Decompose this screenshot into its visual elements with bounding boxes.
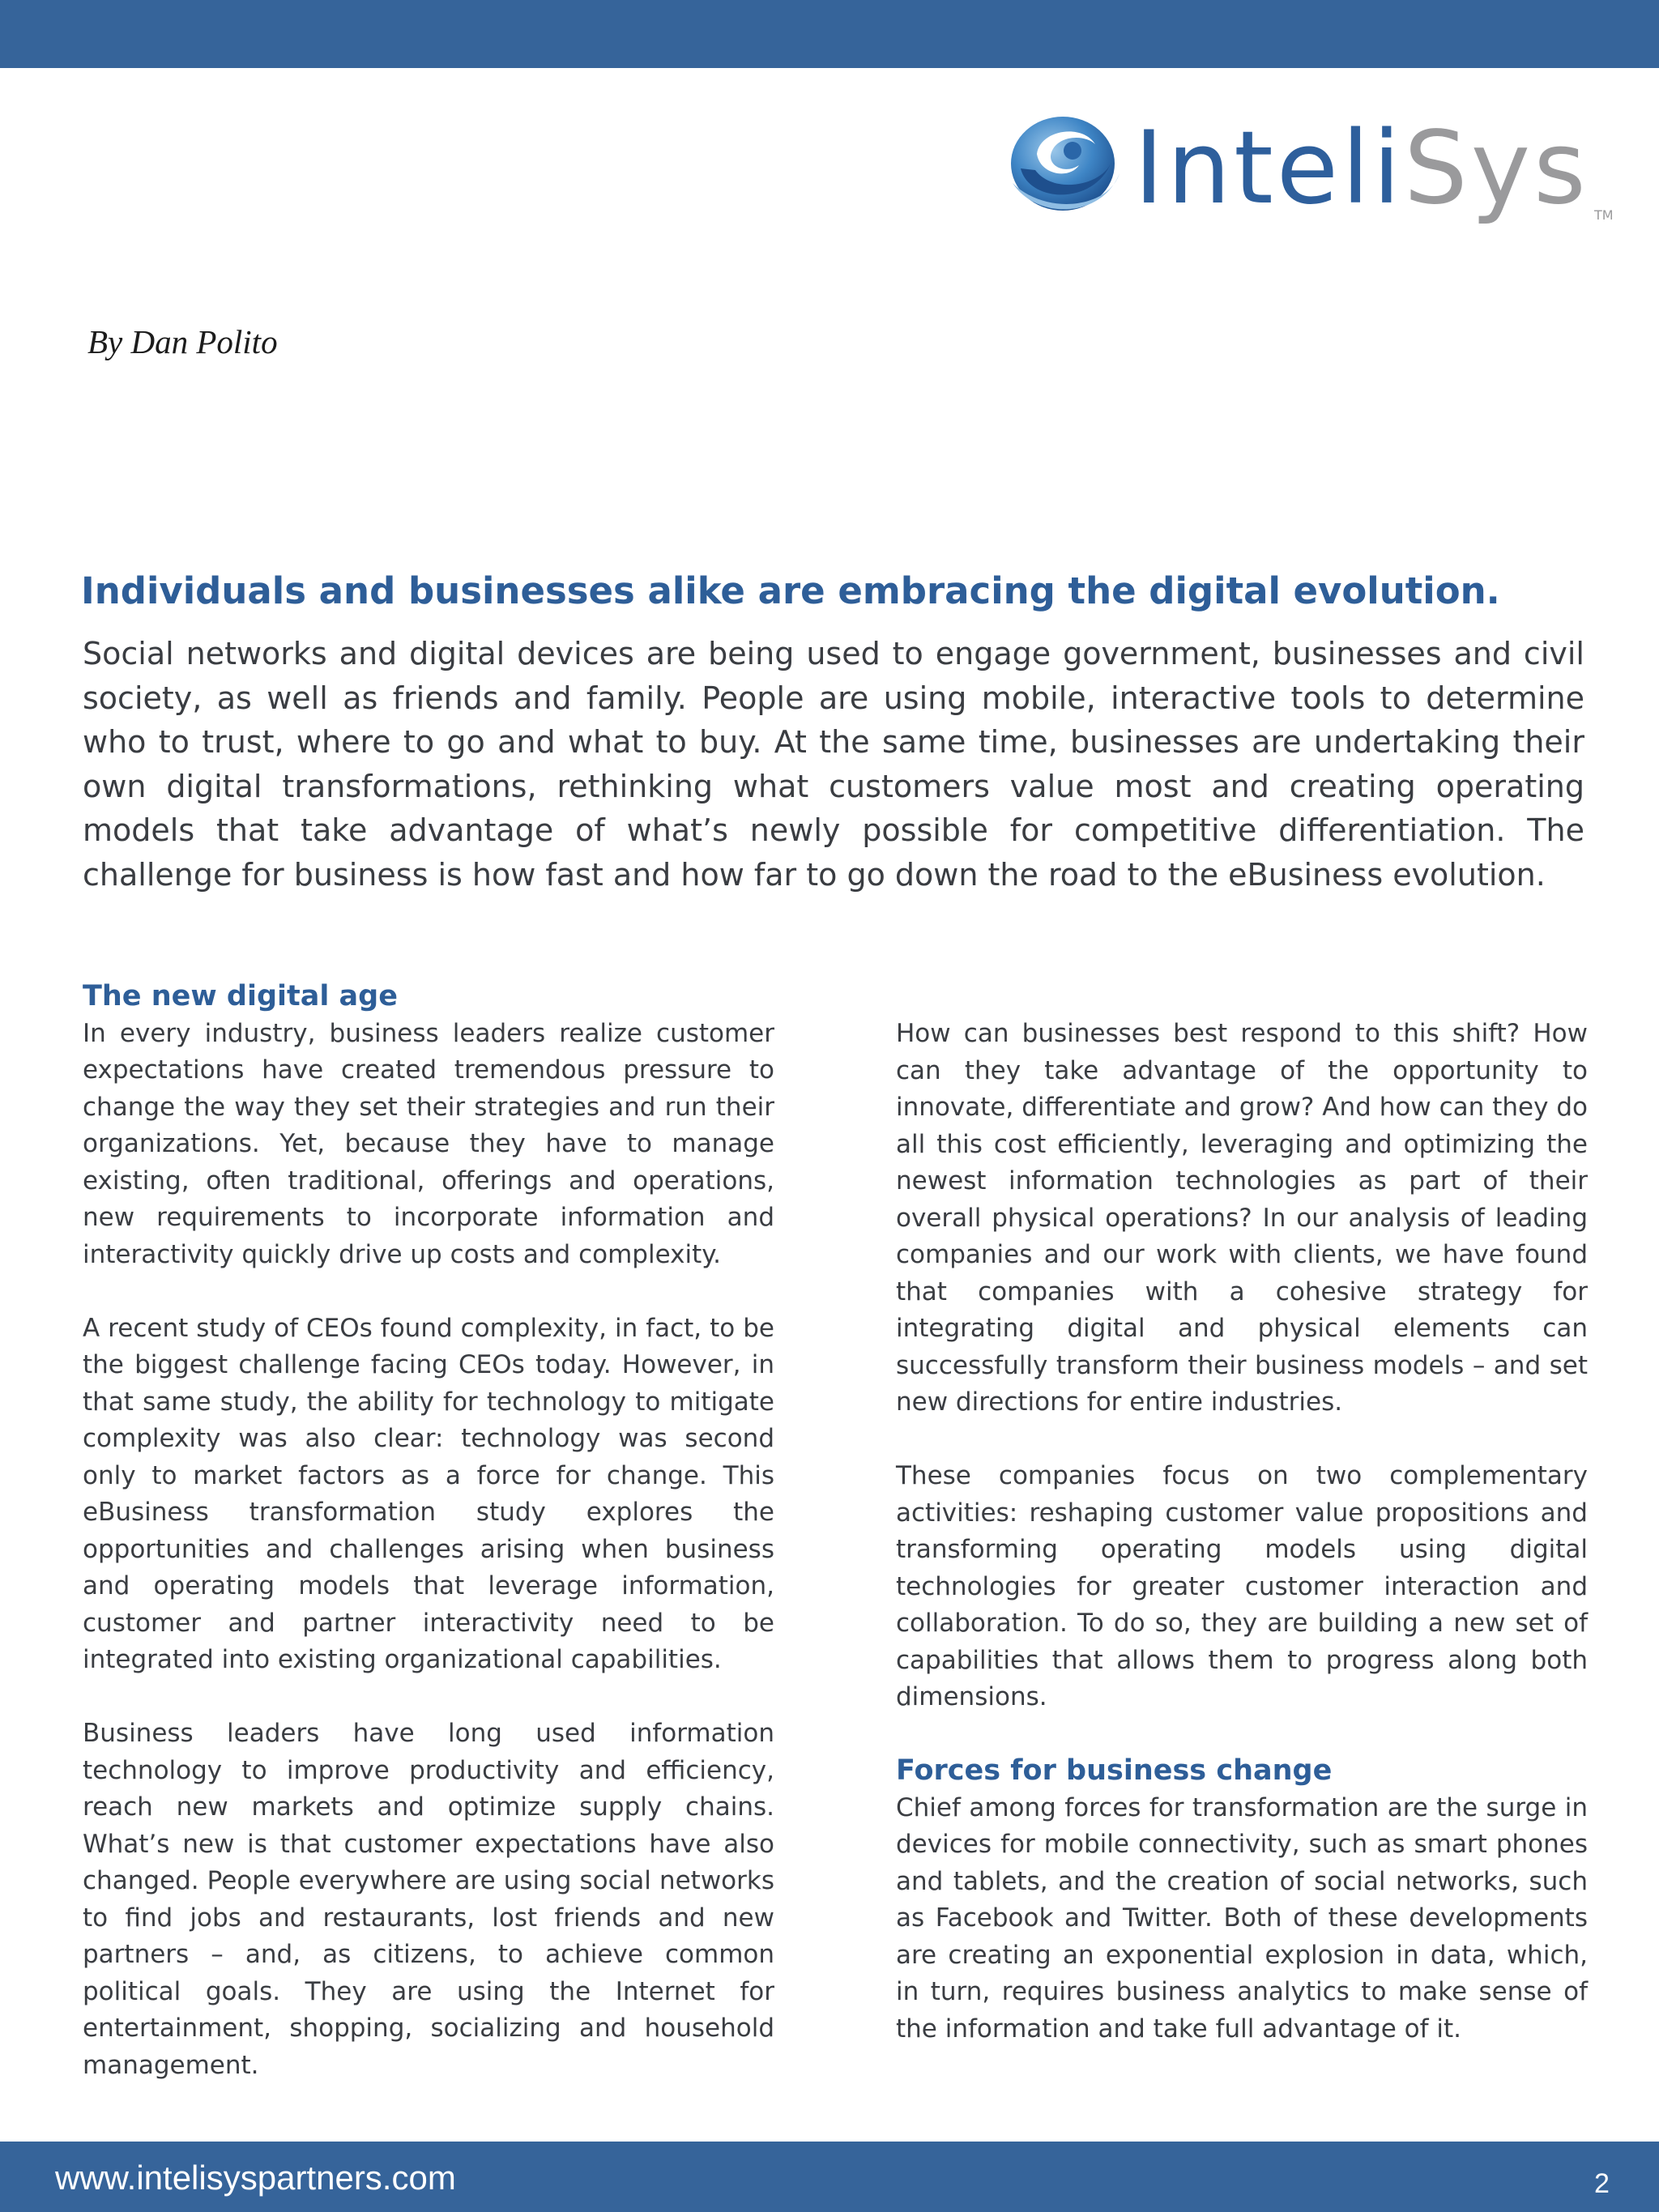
left-column [83, 978, 774, 2084]
author-byline: By Dan Polito [87, 323, 278, 360]
logo-word-inteli: Inteli [1134, 110, 1404, 227]
intelisys-logo [1004, 105, 1620, 227]
section-heading-forces: Forces for business change [896, 1754, 1333, 1787]
intro-paragraph: Social networks and digital devices are being used to engage government, businesses and civil society, as well as friends and family. People are using mobile, interactive tools to determine who to trust, where to go and what to buy. At the same time, businesses are undertaking their own digital transformations, rethinking what customers value most and creating operating models that take advantage of what’s newly possible for competitive differentiation. The challenge for business is how fast and how far to go down the road to the eBusiness evolution. [83, 636, 1584, 893]
right-paragraph-1: How can businesses best respond to this shift? How can they take advantage of the opportunity to innovate, differentiate and grow? And how can they do all this cost efficiently, leveraging and optimizing the newest information technologies as part of their overall physical operations? In our analysis of leading companies and our work with clients, we have found that companies with a cohesive strategy for integrating digital and physical elements can successfully transform their business models – and set new directions for entire industries. [896, 1019, 1588, 1417]
trademark-mark: TM [1594, 207, 1614, 223]
page-number: 2 [1594, 2168, 1610, 2199]
swirl-logo-icon [1004, 105, 1126, 227]
left-paragraph-3: Business leaders have long used information technology to improve productivity and efficiency, reach new markets and optimize supply chains. What’s new is that customer expectations have also changed. People everywhere are using social networks to find jobs and restaurants, lost friends and new partners – and, as citizens, to achieve common political goals. They are using the Internet for entertainment, shopping, socializing and household management. [83, 1719, 774, 2080]
logo-word-sys: Sys [1403, 110, 1589, 227]
right-paragraph-2: These companies focus on two complementary activities: reshaping customer value propositions and transforming operating models using digital technologies for greater customer interaction and collaboration. To do so, they are building a new set of capabilities that allows them to progress along both dimensions. [896, 1461, 1588, 1711]
header-bar [0, 0, 1659, 68]
page-headline: Individuals and businesses alike are embracing the digital evolution. [81, 569, 1500, 612]
left-paragraph-1: In every industry, business leaders realize customer expectations have created tremendous pressure to change the way they set their strategies and run their organizations. Yet, because they have to manage existing, often traditional, offerings and operations, new requirements to incorporate information and interactivity quickly drive up costs and complexity. [83, 1018, 774, 1269]
section-heading-digital-age: The new digital age [83, 980, 398, 1012]
footer-website-link[interactable]: www.intelisyspartners.com [55, 2159, 456, 2197]
logo-wordmark [1134, 112, 1589, 225]
right-column [896, 1016, 1588, 2048]
right-paragraph-3: Chief among forces for transformation are the surge in devices for mobile connectivity, such as smart phones and tablets, and the creation of social networks, such as Facebook and Twitter. Both of these developments are creating an exponential explosion in data, which, in turn, requires business analytics to make sense of the information and take full advantage of it. [896, 1792, 1588, 2044]
left-paragraph-2: A recent study of CEOs found complexity, in fact, to be the biggest challenge facing CEOs today. However, in that same study, the ability for technology to mitigate complexity was also clear: technology was second only to market factors as a force for change. This eBusiness transformation study explores the opportunities and challenges arising when business and operating models that leverage information, customer and partner interactivity need to be integrated into existing organizational capabilities. [83, 1313, 774, 1674]
